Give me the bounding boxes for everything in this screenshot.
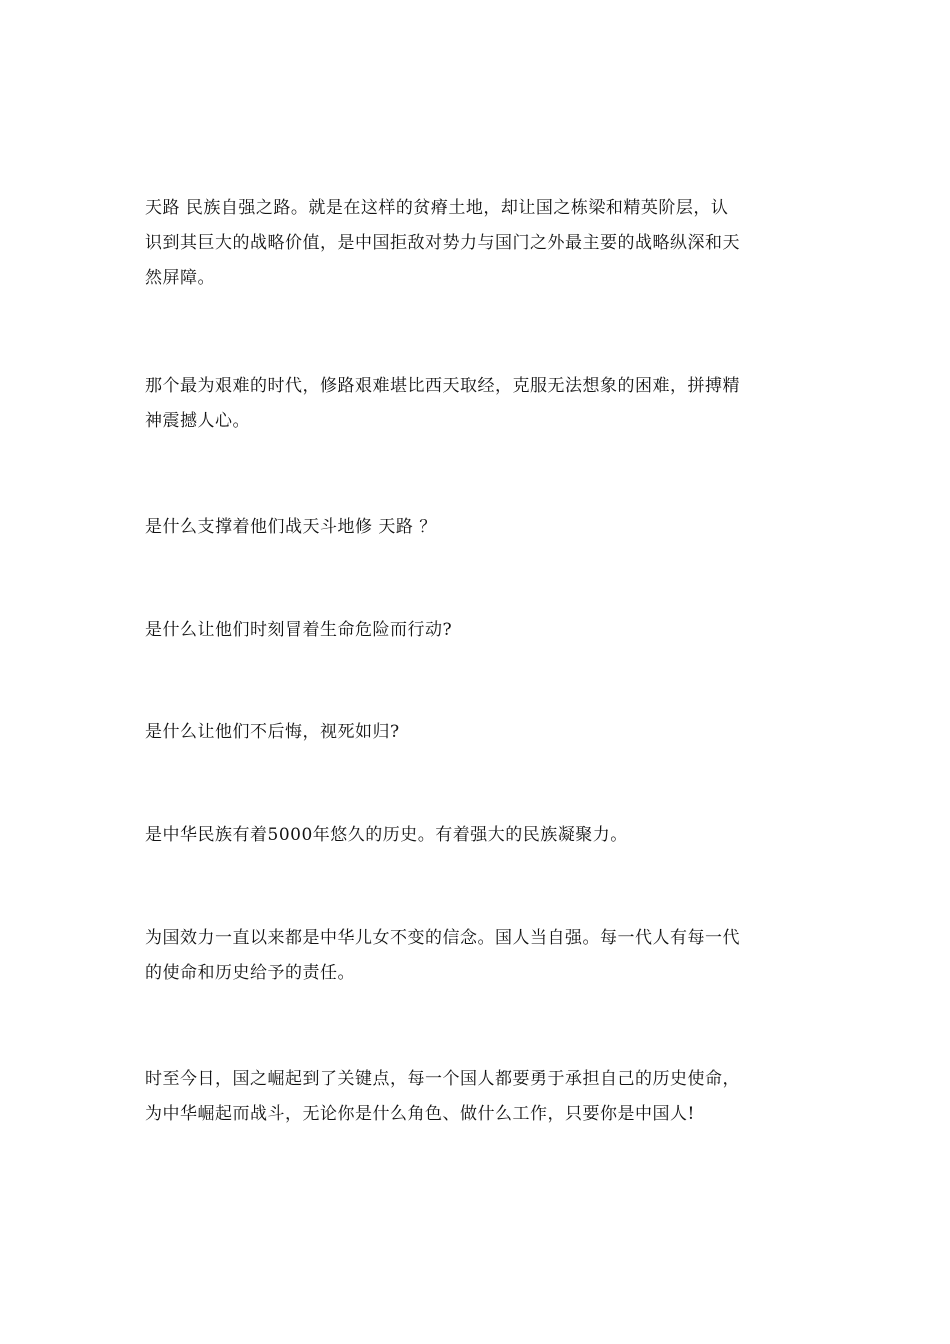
text-line: 然屏障。 <box>145 268 215 288</box>
text-line: 是中华民族有着5000年悠久的历史。有着强大的民族凝聚力。 <box>145 825 628 845</box>
text-line: 时至今日，国之崛起到了关键点，每一个国人都要勇于承担自己的历史使命， <box>145 1069 740 1089</box>
text-line: 识到其巨大的战略价值，是中国拒敌对势力与国门之外最主要的战略纵深和天 <box>145 233 740 253</box>
paragraph-2 <box>145 369 810 439</box>
text-line: 为国效力一直以来都是中华儿女不变的信念。国人当自强。每一代人有每一代 <box>145 928 740 948</box>
paragraph-6 <box>145 818 810 853</box>
paragraph-8 <box>145 1062 810 1132</box>
paragraph-5 <box>145 715 810 750</box>
text-line: 是什么支撑着他们战天斗地修 天路 ？ <box>145 517 437 537</box>
text-line: 的使命和历史给予的责任。 <box>145 963 355 983</box>
paragraph-1 <box>145 191 810 296</box>
paragraph-3 <box>145 510 810 545</box>
text-line: 为中华崛起而战斗，无论你是什么角色、做什么工作，只要你是中国人! <box>145 1104 695 1124</box>
text-line: 是什么让他们不后悔，视死如归? <box>145 722 400 742</box>
text-line: 神震撼人心。 <box>145 411 250 431</box>
paragraph-4 <box>145 613 810 648</box>
text-line: 是什么让他们时刻冒着生命危险而行动? <box>145 620 453 640</box>
text-line: 天路 民族自强之路。就是在这样的贫瘠土地，却让国之栋梁和精英阶层，认 <box>145 198 729 218</box>
text-line: 那个最为艰难的时代，修路艰难堪比西天取经，克服无法想象的困难，拼搏精 <box>145 376 740 396</box>
paragraph-7 <box>145 921 810 991</box>
